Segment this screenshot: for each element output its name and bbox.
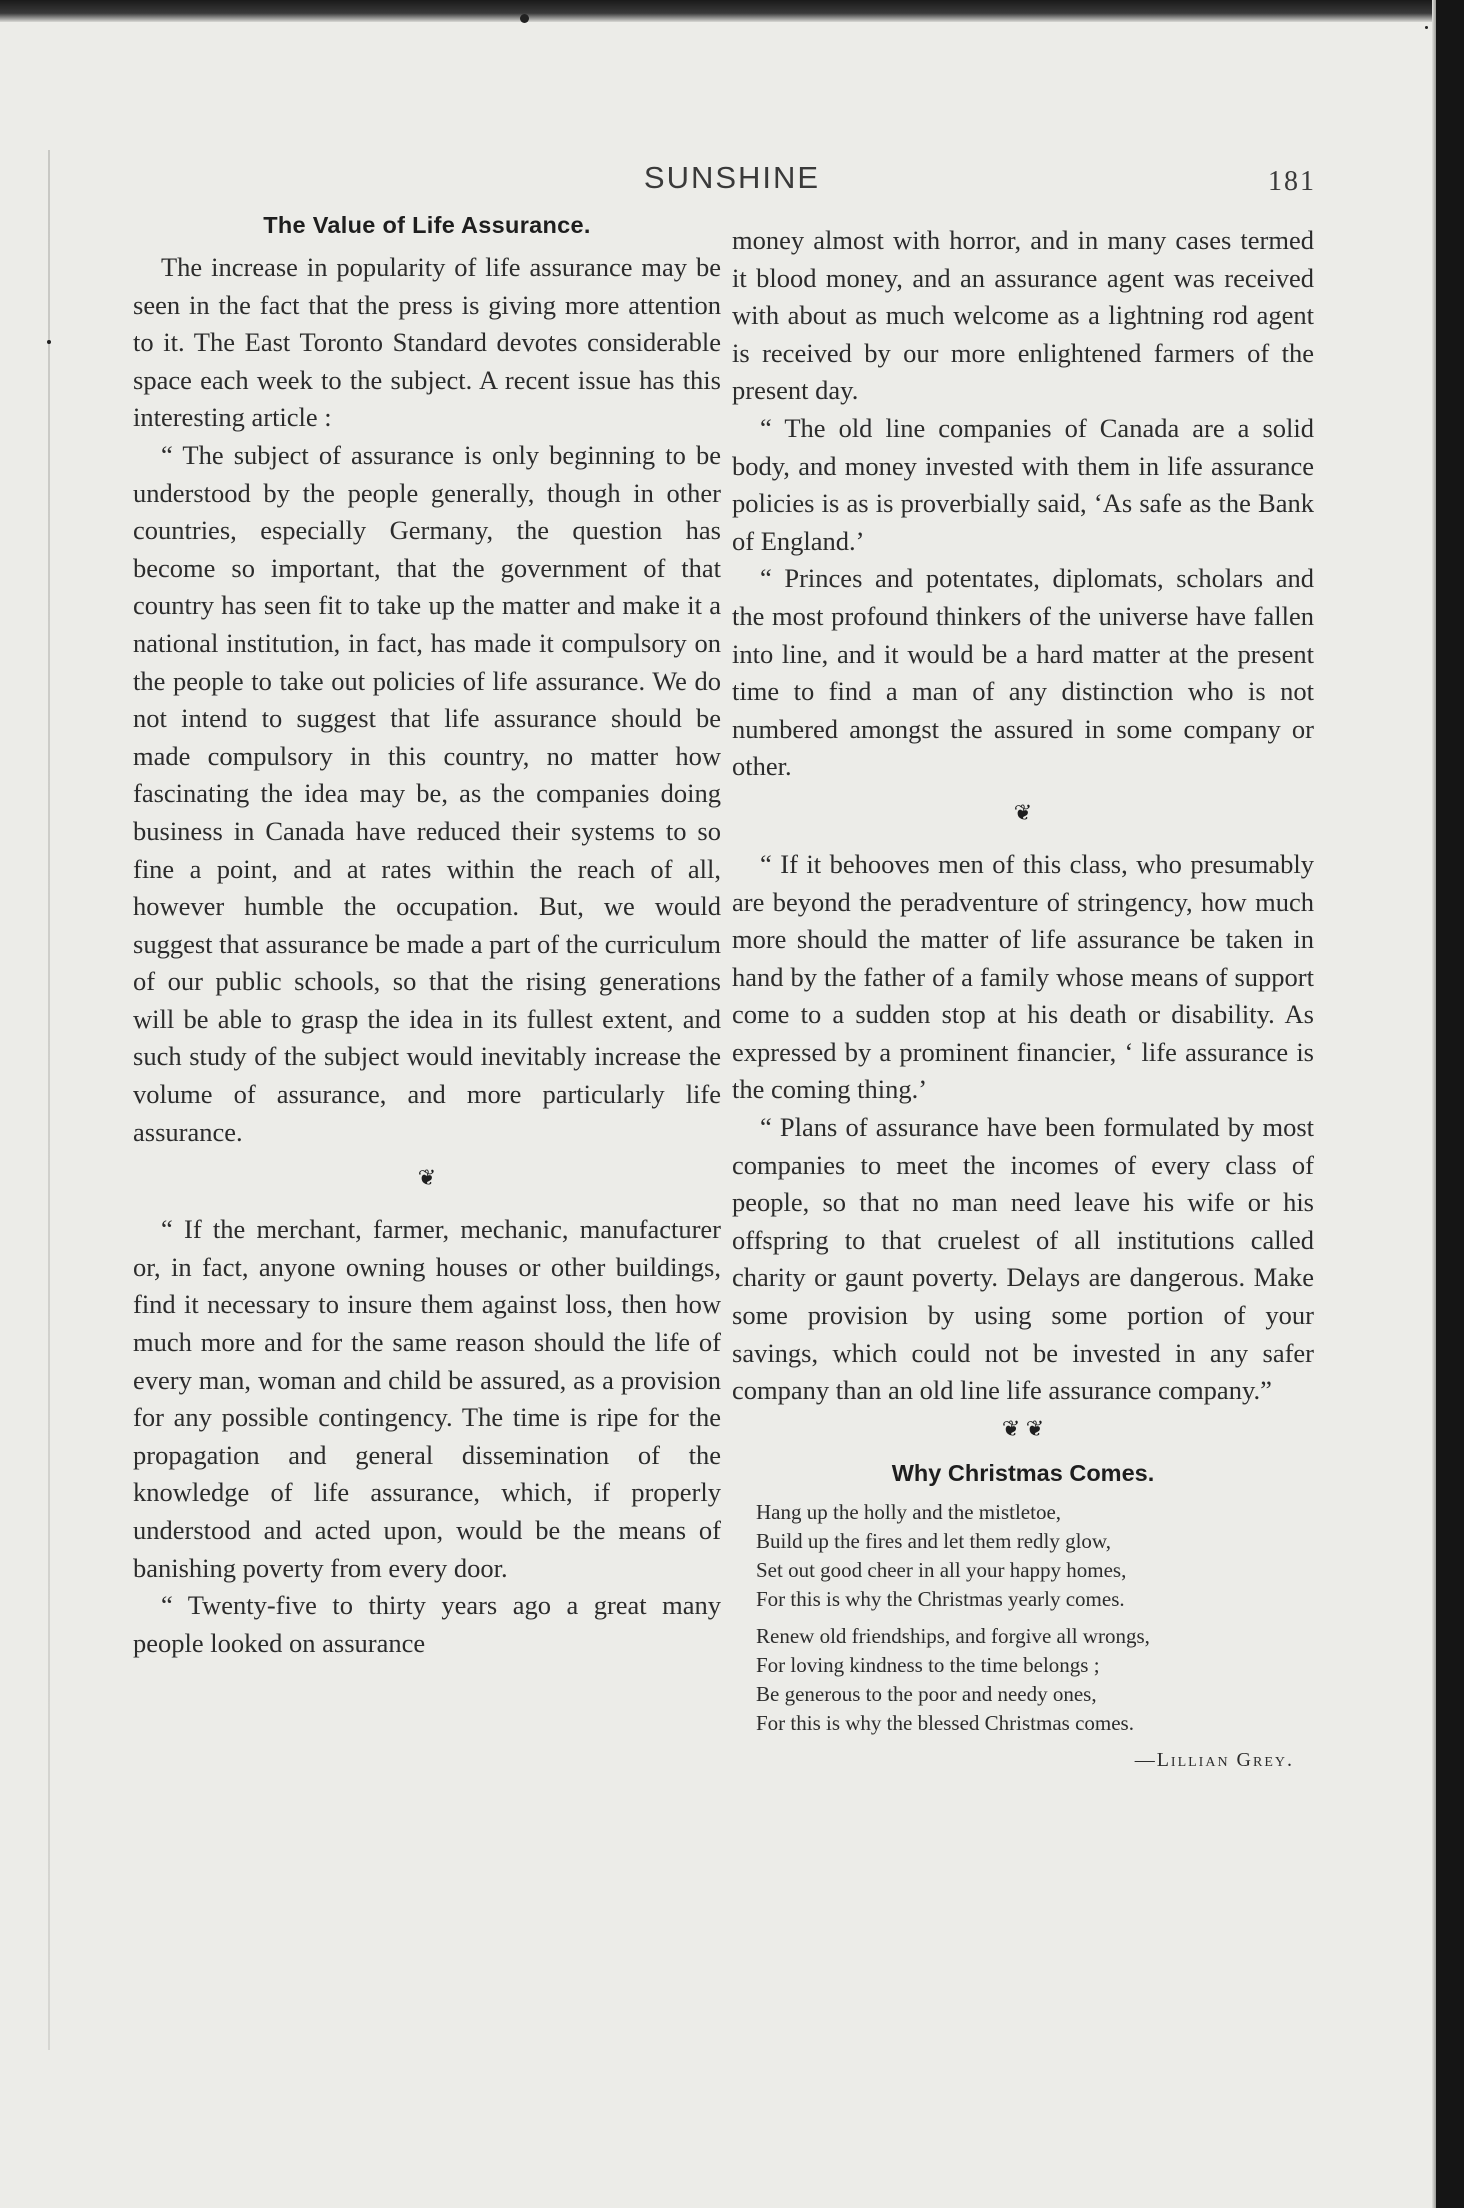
scan-speck xyxy=(47,340,51,344)
poem-line: Hang up the holly and the mistletoe, xyxy=(756,1499,1062,1524)
article-paragraph: “ Princes and potentates, diplomats, scholars and the most profound thinkers of the universe have fallen into line, and it would be a hard matter at the present time to find a man of any distinction who is not numbered amongst the assured in some company or other. xyxy=(732,563,1314,782)
page-number: 181 xyxy=(1268,166,1316,197)
scan-left-edge xyxy=(48,150,50,2050)
article-paragraph: “ If it behooves men of this class, who presumably are beyond the peradventure of stringency, how much more should the matter of life assurance be taken in hand by the father of a family whose means of support come to a sudden stop at his death or disability. As expressed by a prominent financier, ‘ life assurance is the coming thing.’ xyxy=(732,848,1314,1105)
poem-line: Set out good cheer in all your happy homes, xyxy=(756,1557,1127,1582)
poem-line: Build up the fires and let them redly glow, xyxy=(756,1528,1111,1553)
poem-stanza xyxy=(756,1622,1314,1738)
article-paragraph: “ Twenty-five to thirty years ago a great many people looked on assurance xyxy=(133,1590,721,1658)
scan-speck xyxy=(520,14,529,23)
article-paragraph: money almost with horror, and in many cases termed it blood money, and an assurance agent was received with about as much welcome as a lightning rod agent is received by our more enlightened farmers of the present day. xyxy=(732,225,1314,406)
poem-line: For this is why the blessed Christmas comes. xyxy=(756,1710,1134,1735)
poem-line: For loving kindness to the time belongs ; xyxy=(756,1652,1100,1677)
fleuron-ornament: ❦ xyxy=(417,1165,437,1191)
article-paragraph: “ The subject of assurance is only beginning to be understood by the people generally, though in other countries, especially Germany, the question has become so important, that the government of that country has seen fit to take up the matter and make it a national institution, in fact, has made it compulsory on the people to take out policies of life assurance. We do not intend to suggest that life assurance should be made compulsory in this country, no matter how fascinating the idea may be, as the companies doing business in Canada have reduced their systems to so fine a point, and at rates within the reach of all, however humble the occupation. But, we would suggest that assurance be made a part of the curriculum of our public schools, so that the rising generations will be able to grasp the idea in its fullest extent, and such study of the subject would inevitably increase the volume of assurance, and more particularly life assurance. xyxy=(133,439,721,1147)
article-paragraph: “ Plans of assurance have been formulated by most companies to meet the incomes of every class of people, so that no man need leave his wife or his offspring to that cruelest of all institutions called charity or gaunt poverty. Delays are dangerous. Make some provision by using some portion of your savings, which could not be invested in any safer company than an old line life assurance company.” xyxy=(732,1112,1314,1406)
poem-title: Why Christmas Comes. xyxy=(891,1459,1155,1486)
scan-top-border xyxy=(0,0,1464,22)
article-paragraph: “ If the merchant, farmer, mechanic, manufacturer or, in fact, anyone owning houses or other buildings, find it necessary to insure them against loss, then how much more and for the same reason should the life of every man, woman and child be assured, as a provision for any possible contingency. The time is ripe for the propagation and general dissemination of the knowledge of life assurance, which, if properly understood and acted upon, would be the means of banishing poverty from every door. xyxy=(133,1214,721,1583)
poem-stanza xyxy=(756,1498,1314,1614)
page-header-title: SUNSHINE xyxy=(643,160,821,195)
article-paragraph: The increase in popularity of life assurance may be seen in the fact that the press is giving more attention to it. The East Toronto Standard devotes considerable space each week to the subject. A recent issue has this interesting article : xyxy=(133,252,721,433)
scan-right-border xyxy=(1436,0,1464,2208)
poem-attribution: —Lillian Grey. xyxy=(1134,1748,1294,1771)
article-paragraph: “ The old line companies of Canada are a solid body, and money invested with them in life assurance policies is as is proverbially said, ‘As safe as the Bank of England.’ xyxy=(732,412,1314,556)
fleuron-ornament: ❦ xyxy=(1013,799,1033,825)
double-fleuron-ornament: ❦ ❦ xyxy=(1001,1415,1045,1441)
poem xyxy=(732,1498,1314,1775)
scan-right-edge xyxy=(1432,0,1436,2208)
poem-line: Renew old friendships, and forgive all wrongs, xyxy=(756,1623,1150,1648)
poem-line: For this is why the Christmas yearly comes. xyxy=(756,1586,1125,1611)
article-title: The Value of Life Assurance. xyxy=(263,212,591,238)
left-column xyxy=(133,205,721,1662)
right-column xyxy=(732,222,1314,1775)
poem-line: Be generous to the poor and needy ones, xyxy=(756,1681,1097,1706)
scan-speck xyxy=(1425,26,1428,29)
